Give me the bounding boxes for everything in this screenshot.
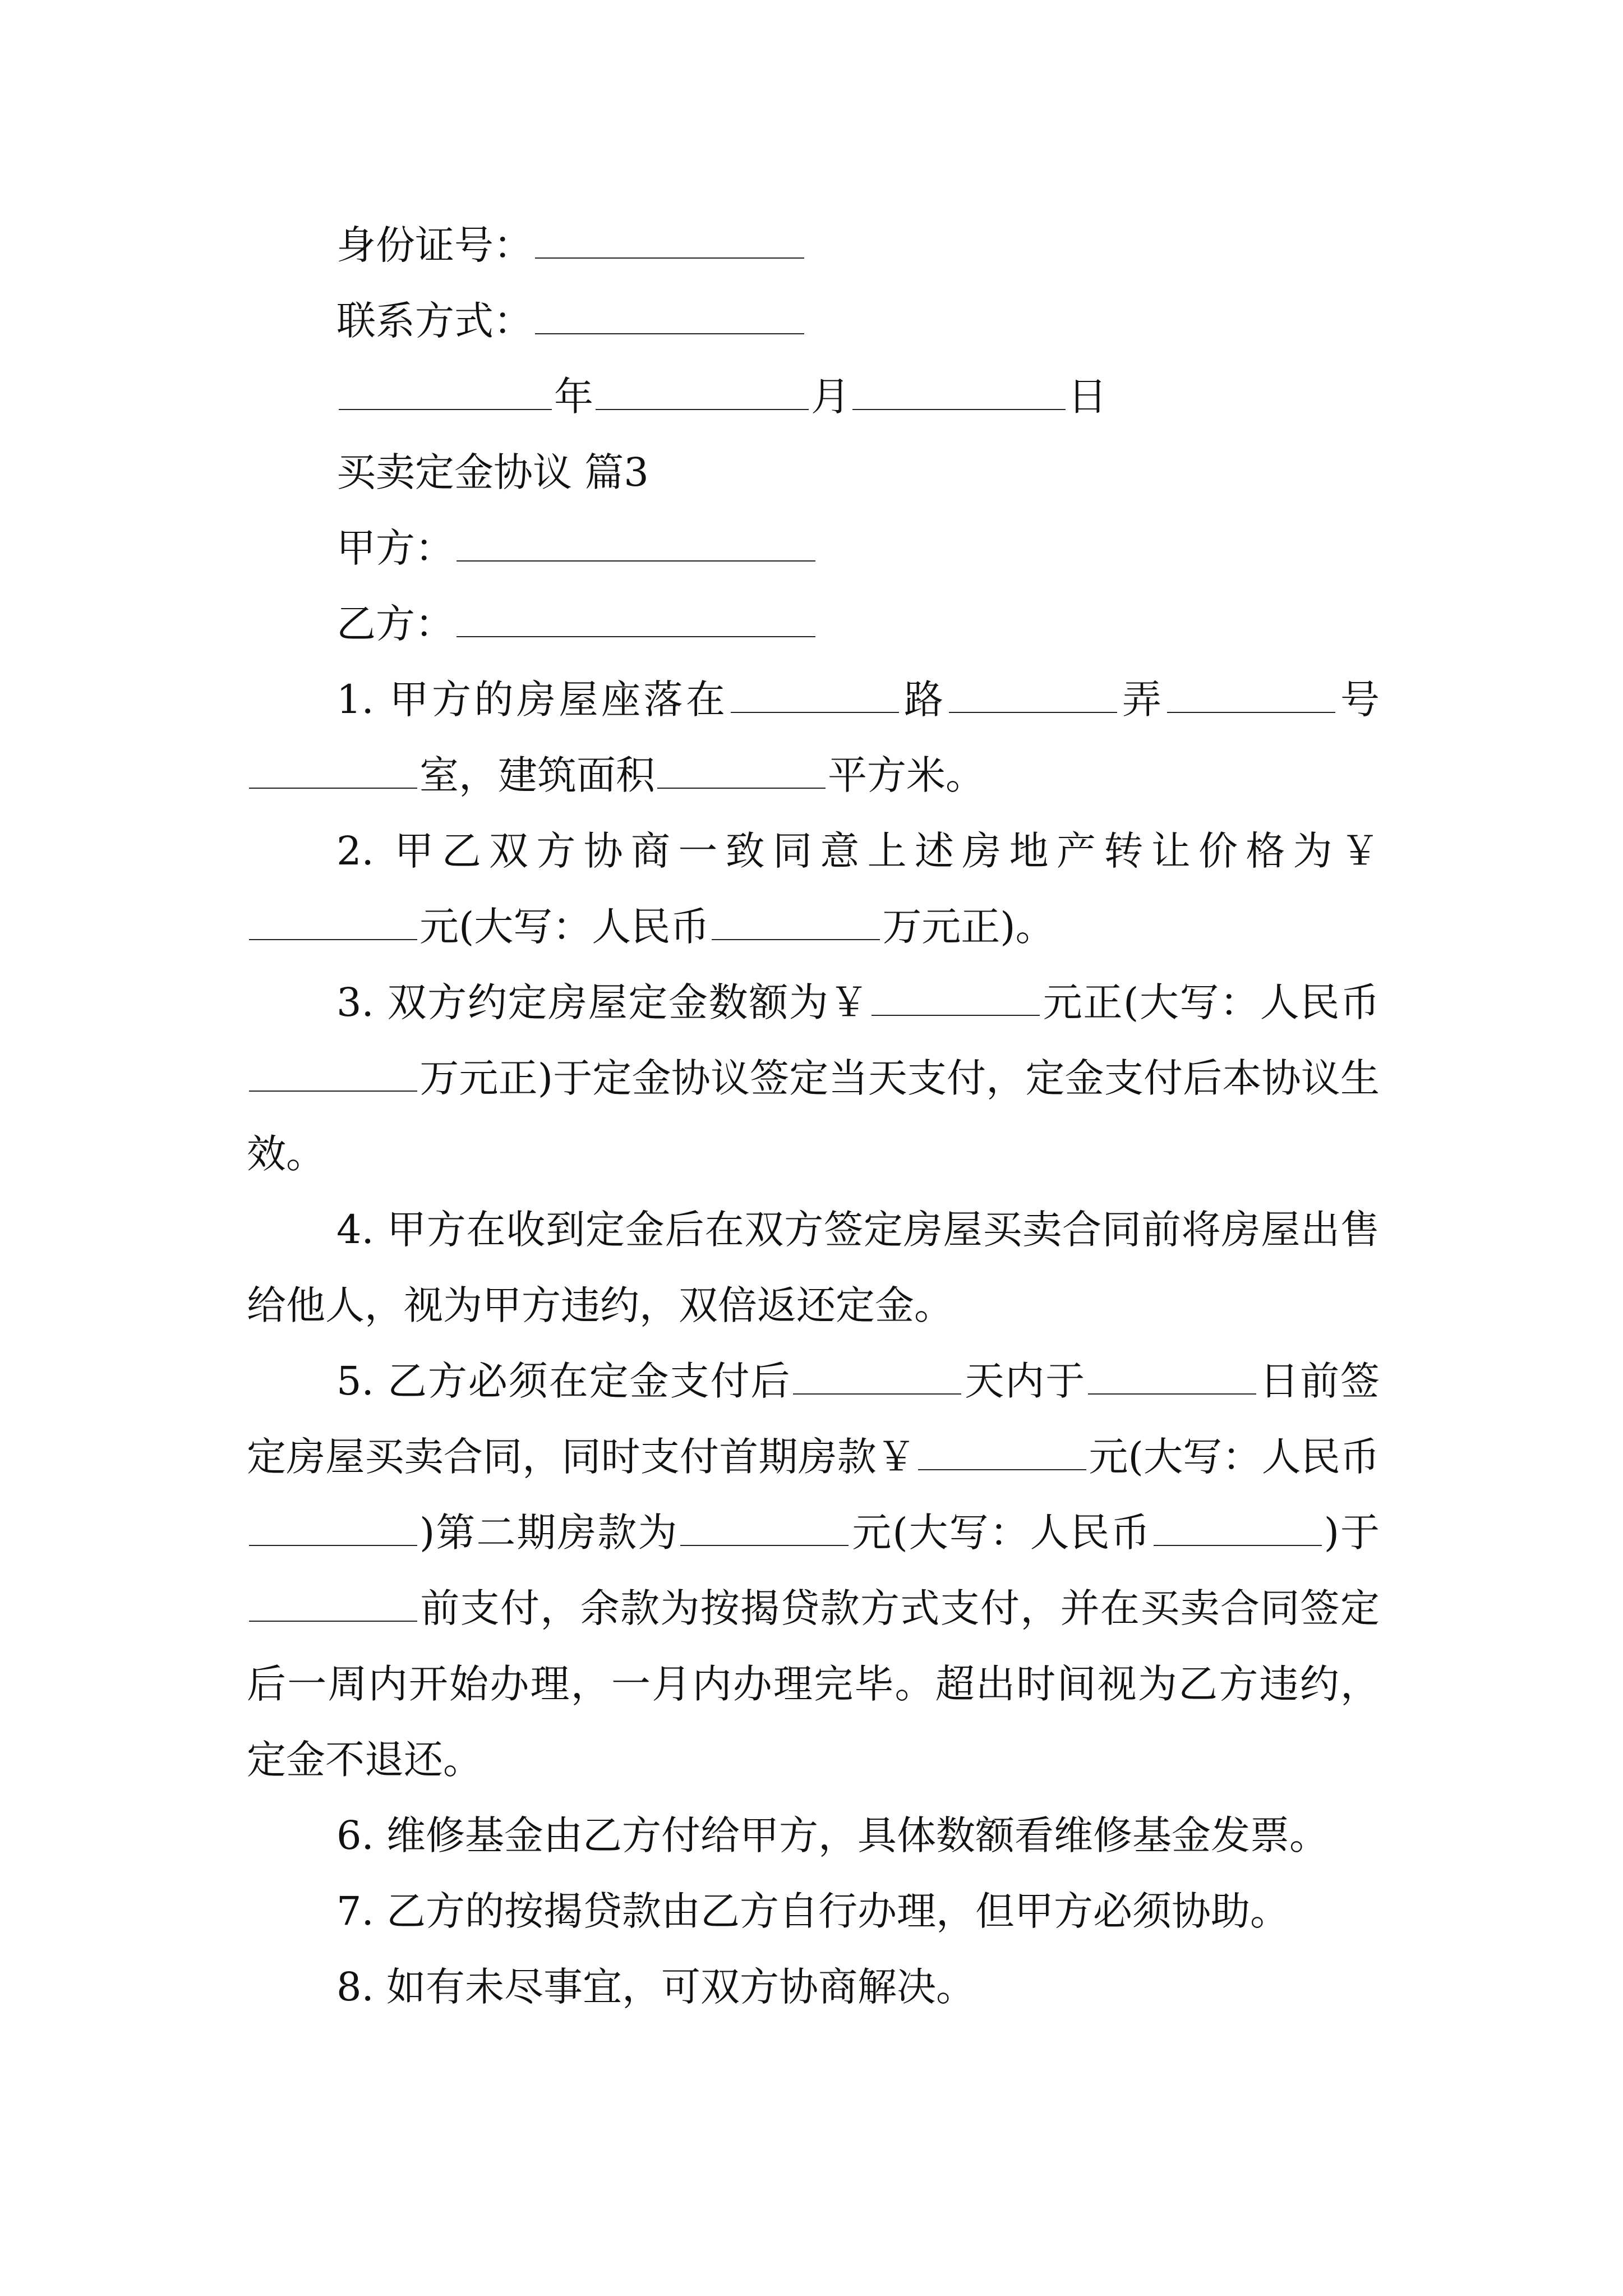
clause-3-prefix: 3. 双方约定房屋定金数额为￥ (336, 979, 870, 1025)
clause-5-part-5: )第二期房款为 (419, 1510, 679, 1556)
document-page (247, 208, 1380, 2025)
clause-5-part-8: 前支付，余款为按揭贷款方式支付，并在买卖合同签定后一周内开始办理，一月内办理完毕。超出时间视为乙方违约，定金不退还。 (247, 1585, 1380, 1783)
clause-5-part-1: 5. 乙方必须在定金支付后 (336, 1358, 791, 1404)
clause-1-area-blank (657, 748, 826, 789)
day-label: 日 (1068, 374, 1107, 420)
clause-5 (247, 1343, 1380, 1798)
clause-3-amount-blank (872, 976, 1040, 1016)
clause-5-date-blank (1088, 1354, 1256, 1395)
clause-5-deadline-blank (249, 1581, 417, 1622)
clause-5-part-2: 天内于 (963, 1358, 1086, 1404)
clause-5-part-6: 元(大写：人民币 (851, 1510, 1151, 1556)
clause-5-second-payment-blank (680, 1506, 849, 1546)
month-blank (596, 370, 809, 410)
section-title: 买卖定金协议 篇3 (336, 449, 649, 495)
clause-1-lane-blank (949, 673, 1117, 713)
clause-1-road: 路 (901, 677, 947, 723)
clause-6: 6. 维修基金由乙方付给甲方，具体数额看维修基金发票。 (336, 1812, 1329, 1858)
clause-5-second-capital-blank (1154, 1506, 1322, 1546)
clause-1-lane: 弄 (1119, 677, 1165, 723)
clause-1-room: 室，建筑面积 (419, 752, 655, 798)
party-a-blank (457, 521, 815, 562)
clause-4: 4. 甲方在收到定金后在双方签定房屋买卖合同前将房屋出售给他人，视为甲方违约，双倍返还定金。 (247, 1207, 1380, 1328)
clause-8: 8. 如有未尽事宜，可双方协商解决。 (336, 1964, 976, 2010)
clause-5-first-payment-blank (918, 1430, 1086, 1470)
date-line (247, 359, 1380, 435)
clause-5-part-7: )于 (1324, 1510, 1380, 1556)
month-label: 月 (811, 374, 850, 420)
party-b-line (247, 586, 1380, 662)
party-b-label: 乙方： (336, 601, 454, 647)
clause-5-part-3: 日前签定房屋买卖合同，同时支付首期房款￥ (247, 1358, 1380, 1480)
clause-1-prefix: 1. 甲方的房屋座落在 (336, 677, 728, 723)
clause-2-capital-blank (712, 900, 880, 940)
clause-3-suffix: 万元正)于定金协议签定当天支付，定金支付后本协议生效。 (247, 1055, 1380, 1177)
clause-1-area-unit: 平方米。 (828, 752, 985, 798)
clause-7: 7. 乙方的按揭贷款由乙方自行办理，但甲方必须协助。 (336, 1888, 1290, 1934)
contact-blank (535, 294, 804, 334)
year-blank (339, 370, 552, 410)
clause-1-number-blank (1167, 673, 1335, 713)
clause-3-mid: 元正(大写：人民币 (1042, 979, 1380, 1025)
id-number-label: 身份证号： (336, 222, 533, 268)
clause-2-price-blank (249, 900, 417, 940)
contact-label: 联系方式： (336, 298, 533, 344)
clause-2-yen: ￥ (1340, 828, 1380, 874)
clause-1 (247, 662, 1380, 813)
clause-2-prefix: 2. 甲乙双方协商一致同意上述房地产转让价格为 (336, 828, 1340, 874)
party-b-blank (457, 597, 815, 637)
clause-1-number: 号 (1337, 677, 1380, 723)
clause-3 (247, 965, 1380, 1192)
clause-2 (247, 813, 1380, 965)
id-number-line (247, 208, 1380, 283)
clause-1-road-blank (731, 673, 899, 713)
year-label: 年 (554, 374, 593, 420)
contact-line (247, 283, 1380, 359)
clause-5-first-capital-blank (249, 1506, 417, 1546)
clause-2-suffix: 万元正)。 (882, 904, 1055, 950)
party-a-line (247, 510, 1380, 586)
party-a-label: 甲方： (336, 525, 454, 571)
clause-5-part-4: 元(大写：人民币 (1089, 1434, 1380, 1480)
id-number-blank (535, 218, 804, 259)
clause-2-amount-unit: 元(大写：人民币 (419, 904, 710, 950)
clause-1-room-blank (249, 748, 417, 789)
day-blank (852, 370, 1066, 410)
clause-3-capital-blank (249, 1051, 417, 1092)
clause-5-days-blank (793, 1354, 961, 1395)
